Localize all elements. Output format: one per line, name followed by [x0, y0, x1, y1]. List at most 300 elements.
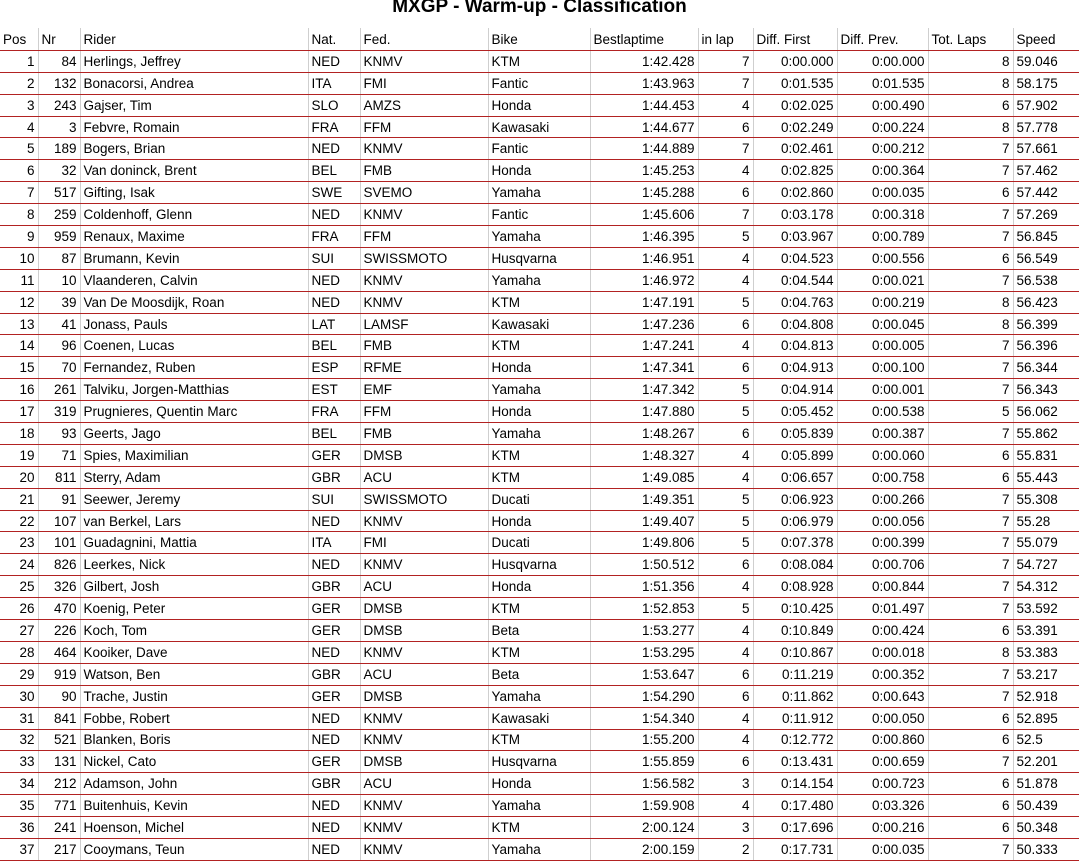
column-header-fed: Fed.: [360, 29, 488, 51]
cell-nr: 101: [38, 532, 80, 554]
cell-nr: 96: [38, 335, 80, 357]
cell-bestlaptime: 1:43.963: [590, 72, 698, 94]
cell-diff-first: 0:17.696: [753, 817, 837, 839]
table-row: [0, 773, 1079, 795]
cell-diff-first: 0:04.913: [753, 357, 837, 379]
cell-nat: NED: [308, 269, 360, 291]
cell-in-lap: 7: [698, 50, 753, 72]
cell-bestlaptime: 1:45.253: [590, 160, 698, 182]
column-header-bestlaptime: Bestlaptime: [590, 29, 698, 51]
cell-tot-laps: 6: [928, 94, 1013, 116]
cell-in-lap: 6: [698, 182, 753, 204]
cell-bestlaptime: 1:53.647: [590, 663, 698, 685]
cell-fed: ACU: [360, 466, 488, 488]
cell-pos: 35: [0, 795, 38, 817]
cell-bestlaptime: 1:46.395: [590, 226, 698, 248]
cell-bike: Honda: [488, 94, 590, 116]
cell-nat: FRA: [308, 401, 360, 423]
cell-diff-first: 0:02.461: [753, 138, 837, 160]
table-row: [0, 598, 1079, 620]
cell-bike: Honda: [488, 160, 590, 182]
cell-pos: 5: [0, 138, 38, 160]
cell-rider: van Berkel, Lars: [80, 510, 308, 532]
cell-diff-prev: 0:00.266: [837, 488, 928, 510]
cell-bike: Honda: [488, 773, 590, 795]
cell-nat: GER: [308, 444, 360, 466]
cell-speed: 56.344: [1013, 357, 1079, 379]
cell-nr: 259: [38, 204, 80, 226]
cell-diff-prev: 0:00.216: [837, 817, 928, 839]
cell-speed: 52.895: [1013, 707, 1079, 729]
cell-diff-prev: 0:00.056: [837, 510, 928, 532]
cell-nr: 107: [38, 510, 80, 532]
cell-tot-laps: 8: [928, 313, 1013, 335]
cell-nat: NED: [308, 817, 360, 839]
cell-bestlaptime: 1:51.356: [590, 576, 698, 598]
cell-fed: FMI: [360, 72, 488, 94]
table-row: [0, 532, 1079, 554]
cell-in-lap: 4: [698, 641, 753, 663]
cell-rider: Prugnieres, Quentin Marc: [80, 401, 308, 423]
cell-in-lap: 7: [698, 204, 753, 226]
cell-nr: 217: [38, 838, 80, 860]
cell-diff-prev: 0:00.224: [837, 116, 928, 138]
cell-bike: Kawasaki: [488, 313, 590, 335]
cell-bike: Fantic: [488, 72, 590, 94]
cell-nr: 32: [38, 160, 80, 182]
cell-in-lap: 5: [698, 488, 753, 510]
cell-diff-first: 0:04.808: [753, 313, 837, 335]
cell-pos: 26: [0, 598, 38, 620]
cell-in-lap: 4: [698, 94, 753, 116]
cell-diff-prev: 0:00.005: [837, 335, 928, 357]
cell-bestlaptime: 1:44.453: [590, 94, 698, 116]
cell-speed: 57.902: [1013, 94, 1079, 116]
cell-bestlaptime: 2:00.159: [590, 838, 698, 860]
cell-rider: Van De Moosdijk, Roan: [80, 291, 308, 313]
cell-tot-laps: 5: [928, 401, 1013, 423]
cell-nat: NED: [308, 707, 360, 729]
cell-bike: Husqvarna: [488, 247, 590, 269]
cell-diff-prev: 0:01.535: [837, 72, 928, 94]
cell-pos: 12: [0, 291, 38, 313]
cell-nr: 521: [38, 729, 80, 751]
cell-bestlaptime: 1:42.428: [590, 50, 698, 72]
cell-fed: KNMV: [360, 729, 488, 751]
cell-nr: 261: [38, 379, 80, 401]
cell-tot-laps: 6: [928, 444, 1013, 466]
table-row: [0, 838, 1079, 860]
table-row: [0, 269, 1079, 291]
cell-bestlaptime: 1:49.806: [590, 532, 698, 554]
cell-speed: 54.312: [1013, 576, 1079, 598]
cell-in-lap: 6: [698, 357, 753, 379]
cell-diff-prev: 0:00.352: [837, 663, 928, 685]
cell-bestlaptime: 1:47.191: [590, 291, 698, 313]
cell-diff-first: 0:04.914: [753, 379, 837, 401]
cell-diff-prev: 0:00.399: [837, 532, 928, 554]
table-row: [0, 751, 1079, 773]
cell-bestlaptime: 1:50.512: [590, 554, 698, 576]
cell-bike: Yamaha: [488, 182, 590, 204]
cell-speed: 55.443: [1013, 466, 1079, 488]
cell-speed: 57.462: [1013, 160, 1079, 182]
cell-rider: Cooymans, Teun: [80, 838, 308, 860]
cell-tot-laps: 7: [928, 269, 1013, 291]
cell-in-lap: 4: [698, 335, 753, 357]
cell-pos: 3: [0, 94, 38, 116]
cell-bike: Yamaha: [488, 269, 590, 291]
cell-diff-prev: 0:00.490: [837, 94, 928, 116]
cell-in-lap: 6: [698, 685, 753, 707]
cell-pos: 9: [0, 226, 38, 248]
cell-in-lap: 4: [698, 620, 753, 642]
cell-pos: 8: [0, 204, 38, 226]
cell-rider: Febvre, Romain: [80, 116, 308, 138]
cell-pos: 1: [0, 50, 38, 72]
cell-rider: Fobbe, Robert: [80, 707, 308, 729]
column-header-diff-prev: Diff. Prev.: [837, 29, 928, 51]
cell-rider: Geerts, Jago: [80, 423, 308, 445]
cell-pos: 34: [0, 773, 38, 795]
cell-bike: Yamaha: [488, 423, 590, 445]
cell-bestlaptime: 1:54.290: [590, 685, 698, 707]
cell-bestlaptime: 1:44.677: [590, 116, 698, 138]
cell-in-lap: 6: [698, 751, 753, 773]
cell-pos: 14: [0, 335, 38, 357]
cell-nat: GER: [308, 598, 360, 620]
cell-diff-first: 0:04.763: [753, 291, 837, 313]
cell-fed: FFM: [360, 401, 488, 423]
table-row: [0, 94, 1079, 116]
cell-speed: 56.396: [1013, 335, 1079, 357]
cell-tot-laps: 6: [928, 707, 1013, 729]
cell-bike: KTM: [488, 817, 590, 839]
cell-nat: NED: [308, 729, 360, 751]
table-row: [0, 116, 1079, 138]
cell-nat: NED: [308, 50, 360, 72]
cell-speed: 53.592: [1013, 598, 1079, 620]
cell-nr: 90: [38, 685, 80, 707]
column-header-diff-first: Diff. First: [753, 29, 837, 51]
table-row: [0, 510, 1079, 532]
cell-pos: 16: [0, 379, 38, 401]
cell-fed: AMZS: [360, 94, 488, 116]
cell-bike: KTM: [488, 598, 590, 620]
cell-rider: Gilbert, Josh: [80, 576, 308, 598]
cell-bike: KTM: [488, 50, 590, 72]
cell-nr: 132: [38, 72, 80, 94]
cell-bestlaptime: 1:56.582: [590, 773, 698, 795]
cell-bestlaptime: 1:45.606: [590, 204, 698, 226]
cell-fed: DMSB: [360, 444, 488, 466]
cell-in-lap: 5: [698, 226, 753, 248]
cell-nr: 919: [38, 663, 80, 685]
cell-pos: 11: [0, 269, 38, 291]
cell-in-lap: 4: [698, 247, 753, 269]
cell-nat: NED: [308, 510, 360, 532]
table-row: [0, 444, 1079, 466]
cell-pos: 37: [0, 838, 38, 860]
cell-fed: EMF: [360, 379, 488, 401]
cell-nat: GER: [308, 751, 360, 773]
cell-diff-first: 0:02.860: [753, 182, 837, 204]
cell-nr: 771: [38, 795, 80, 817]
cell-diff-first: 0:08.084: [753, 554, 837, 576]
cell-speed: 53.383: [1013, 641, 1079, 663]
table-row: [0, 401, 1079, 423]
cell-diff-prev: 0:00.050: [837, 707, 928, 729]
cell-tot-laps: 7: [928, 576, 1013, 598]
cell-diff-prev: 0:00.556: [837, 247, 928, 269]
cell-rider: Coldenhoff, Glenn: [80, 204, 308, 226]
cell-fed: ACU: [360, 576, 488, 598]
table-row: [0, 707, 1079, 729]
column-header-pos: Pos: [0, 29, 38, 51]
cell-nat: NED: [308, 204, 360, 226]
cell-bestlaptime: 1:48.327: [590, 444, 698, 466]
cell-in-lap: 4: [698, 576, 753, 598]
cell-nat: ITA: [308, 72, 360, 94]
cell-bike: Beta: [488, 620, 590, 642]
cell-nr: 131: [38, 751, 80, 773]
cell-diff-prev: 0:00.424: [837, 620, 928, 642]
cell-nr: 841: [38, 707, 80, 729]
cell-tot-laps: 8: [928, 50, 1013, 72]
cell-pos: 24: [0, 554, 38, 576]
cell-diff-prev: 0:00.212: [837, 138, 928, 160]
cell-nr: 39: [38, 291, 80, 313]
cell-bike: Husqvarna: [488, 554, 590, 576]
cell-nat: SUI: [308, 247, 360, 269]
cell-diff-prev: 0:00.219: [837, 291, 928, 313]
cell-diff-first: 0:05.452: [753, 401, 837, 423]
cell-fed: FMB: [360, 335, 488, 357]
cell-diff-prev: 0:00.387: [837, 423, 928, 445]
cell-in-lap: 4: [698, 729, 753, 751]
cell-pos: 28: [0, 641, 38, 663]
cell-diff-first: 0:12.772: [753, 729, 837, 751]
cell-in-lap: 6: [698, 663, 753, 685]
cell-speed: 55.831: [1013, 444, 1079, 466]
table-row: [0, 313, 1079, 335]
cell-in-lap: 2: [698, 838, 753, 860]
cell-diff-first: 0:17.480: [753, 795, 837, 817]
cell-nat: GER: [308, 620, 360, 642]
cell-pos: 27: [0, 620, 38, 642]
cell-diff-first: 0:00.000: [753, 50, 837, 72]
cell-bike: Honda: [488, 357, 590, 379]
cell-in-lap: 4: [698, 160, 753, 182]
cell-diff-first: 0:02.249: [753, 116, 837, 138]
cell-bestlaptime: 1:53.295: [590, 641, 698, 663]
cell-speed: 56.062: [1013, 401, 1079, 423]
cell-bike: KTM: [488, 466, 590, 488]
cell-pos: 36: [0, 817, 38, 839]
cell-bike: KTM: [488, 729, 590, 751]
cell-fed: DMSB: [360, 751, 488, 773]
cell-bestlaptime: 1:55.859: [590, 751, 698, 773]
cell-tot-laps: 8: [928, 291, 1013, 313]
cell-fed: KNMV: [360, 554, 488, 576]
cell-diff-prev: 0:00.100: [837, 357, 928, 379]
cell-speed: 56.343: [1013, 379, 1079, 401]
cell-tot-laps: 7: [928, 598, 1013, 620]
cell-diff-prev: 0:00.659: [837, 751, 928, 773]
cell-rider: Watson, Ben: [80, 663, 308, 685]
cell-speed: 52.201: [1013, 751, 1079, 773]
cell-diff-prev: 0:00.706: [837, 554, 928, 576]
cell-diff-prev: 0:00.789: [837, 226, 928, 248]
cell-fed: KNMV: [360, 838, 488, 860]
cell-nat: GBR: [308, 663, 360, 685]
cell-diff-first: 0:11.862: [753, 685, 837, 707]
cell-bike: Ducati: [488, 488, 590, 510]
cell-diff-first: 0:10.849: [753, 620, 837, 642]
cell-pos: 17: [0, 401, 38, 423]
cell-tot-laps: 7: [928, 751, 1013, 773]
cell-fed: KNMV: [360, 291, 488, 313]
cell-nr: 10: [38, 269, 80, 291]
cell-pos: 23: [0, 532, 38, 554]
column-header-in-lap: in lap: [698, 29, 753, 51]
cell-rider: Buitenhuis, Kevin: [80, 795, 308, 817]
cell-pos: 30: [0, 685, 38, 707]
cell-speed: 54.727: [1013, 554, 1079, 576]
cell-diff-first: 0:02.025: [753, 94, 837, 116]
cell-rider: Gajser, Tim: [80, 94, 308, 116]
column-header-rider: Rider: [80, 29, 308, 51]
cell-diff-prev: 0:00.844: [837, 576, 928, 598]
cell-fed: ACU: [360, 663, 488, 685]
cell-rider: Blanken, Boris: [80, 729, 308, 751]
cell-diff-prev: 0:00.538: [837, 401, 928, 423]
table-row: [0, 379, 1079, 401]
cell-pos: 4: [0, 116, 38, 138]
cell-nr: 464: [38, 641, 80, 663]
cell-tot-laps: 7: [928, 335, 1013, 357]
column-header-speed: Speed: [1013, 29, 1079, 51]
cell-nat: EST: [308, 379, 360, 401]
cell-diff-prev: 0:00.018: [837, 641, 928, 663]
cell-diff-prev: 0:00.364: [837, 160, 928, 182]
cell-bestlaptime: 1:47.880: [590, 401, 698, 423]
cell-rider: Herlings, Jeffrey: [80, 50, 308, 72]
cell-fed: KNMV: [360, 269, 488, 291]
cell-rider: Gifting, Isak: [80, 182, 308, 204]
cell-fed: KNMV: [360, 795, 488, 817]
cell-bike: KTM: [488, 335, 590, 357]
cell-tot-laps: 6: [928, 729, 1013, 751]
cell-in-lap: 4: [698, 795, 753, 817]
cell-diff-first: 0:14.154: [753, 773, 837, 795]
cell-tot-laps: 6: [928, 795, 1013, 817]
cell-in-lap: 3: [698, 817, 753, 839]
cell-pos: 7: [0, 182, 38, 204]
cell-in-lap: 5: [698, 401, 753, 423]
cell-bestlaptime: 1:44.889: [590, 138, 698, 160]
cell-tot-laps: 6: [928, 773, 1013, 795]
cell-tot-laps: 8: [928, 72, 1013, 94]
cell-diff-prev: 0:00.060: [837, 444, 928, 466]
cell-speed: 50.348: [1013, 817, 1079, 839]
cell-bestlaptime: 1:45.288: [590, 182, 698, 204]
cell-fed: LAMSF: [360, 313, 488, 335]
column-header-nr: Nr: [38, 29, 80, 51]
cell-tot-laps: 7: [928, 510, 1013, 532]
cell-nr: 71: [38, 444, 80, 466]
cell-bestlaptime: 2:00.124: [590, 817, 698, 839]
cell-speed: 57.442: [1013, 182, 1079, 204]
cell-in-lap: 5: [698, 598, 753, 620]
cell-bestlaptime: 1:49.085: [590, 466, 698, 488]
cell-rider: Talviku, Jorgen-Matthias: [80, 379, 308, 401]
cell-in-lap: 3: [698, 773, 753, 795]
cell-fed: FMB: [360, 423, 488, 445]
cell-nr: 811: [38, 466, 80, 488]
cell-fed: KNMV: [360, 510, 488, 532]
cell-nat: NED: [308, 554, 360, 576]
cell-speed: 50.333: [1013, 838, 1079, 860]
table-row: [0, 138, 1079, 160]
cell-nat: NED: [308, 291, 360, 313]
table-row: [0, 729, 1079, 751]
cell-bike: Yamaha: [488, 795, 590, 817]
cell-tot-laps: 7: [928, 204, 1013, 226]
cell-nr: 41: [38, 313, 80, 335]
cell-nat: NED: [308, 138, 360, 160]
cell-nr: 87: [38, 247, 80, 269]
cell-tot-laps: 8: [928, 116, 1013, 138]
table-row: [0, 423, 1079, 445]
cell-bestlaptime: 1:59.908: [590, 795, 698, 817]
cell-diff-prev: 0:00.860: [837, 729, 928, 751]
cell-rider: Kooiker, Dave: [80, 641, 308, 663]
cell-diff-first: 0:06.923: [753, 488, 837, 510]
cell-bike: Yamaha: [488, 838, 590, 860]
cell-bestlaptime: 1:46.972: [590, 269, 698, 291]
cell-diff-first: 0:17.731: [753, 838, 837, 860]
cell-nat: ITA: [308, 532, 360, 554]
cell-diff-prev: 0:00.643: [837, 685, 928, 707]
cell-speed: 58.175: [1013, 72, 1079, 94]
cell-rider: Koenig, Peter: [80, 598, 308, 620]
cell-nat: BEL: [308, 160, 360, 182]
cell-pos: 25: [0, 576, 38, 598]
cell-nat: LAT: [308, 313, 360, 335]
cell-pos: 2: [0, 72, 38, 94]
cell-bike: Yamaha: [488, 379, 590, 401]
cell-bike: Honda: [488, 401, 590, 423]
cell-speed: 51.878: [1013, 773, 1079, 795]
cell-fed: DMSB: [360, 685, 488, 707]
cell-speed: 55.28: [1013, 510, 1079, 532]
cell-bestlaptime: 1:49.351: [590, 488, 698, 510]
results-body: [0, 50, 1079, 860]
cell-bestlaptime: 1:52.853: [590, 598, 698, 620]
cell-nr: 470: [38, 598, 80, 620]
cell-in-lap: 4: [698, 466, 753, 488]
table-row: [0, 685, 1079, 707]
cell-fed: KNMV: [360, 138, 488, 160]
cell-nr: 241: [38, 817, 80, 839]
cell-nat: NED: [308, 641, 360, 663]
cell-nr: 826: [38, 554, 80, 576]
cell-nr: 212: [38, 773, 80, 795]
table-row: [0, 182, 1079, 204]
cell-bike: Yamaha: [488, 685, 590, 707]
cell-rider: Adamson, John: [80, 773, 308, 795]
